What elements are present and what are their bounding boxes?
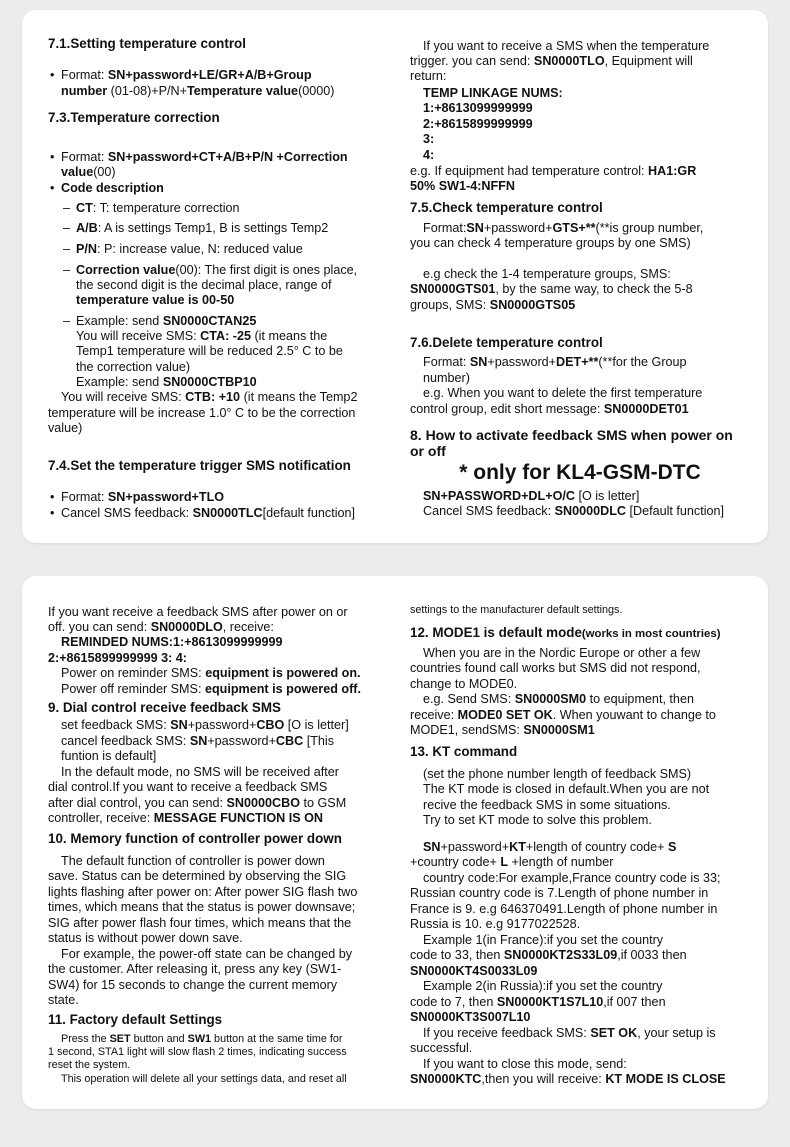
section-7-3-heading: 7.3.Temperature correction bbox=[48, 110, 220, 125]
mode-text-2: change to MODE0. bbox=[410, 677, 518, 691]
temp-linkage-nums: TEMP LINKAGE NUMS: bbox=[423, 86, 563, 100]
mode-eg-1: e.g. Send SMS: SN0000SM0 to equipment, then bbox=[423, 692, 694, 706]
country-code-0: country code:For example,France country code is 33; bbox=[423, 871, 721, 885]
dial-desc-2: dial control.If you want to receive a feedback SMS bbox=[48, 780, 328, 794]
section-7-4-heading: 7.4.Set the temperature trigger SMS notification bbox=[48, 458, 351, 473]
section-9-heading: 9. Dial control receive feedback SMS bbox=[48, 700, 281, 715]
format-7-3: • Format: SN+password+CT+A/B+P/N +Correction bbox=[50, 150, 348, 164]
country-code-3: Russia is 10. e.g 9177022528. bbox=[410, 917, 581, 931]
kt-example-1-3: SN0000KT4S0033L09 bbox=[410, 964, 538, 978]
memory-text-7: the customer. After releasing it, press any key (SW1- bbox=[48, 962, 342, 976]
dial-desc-1: In the default mode, no SMS will be received after bbox=[61, 765, 339, 779]
section-13-heading: 13. KT command bbox=[410, 744, 518, 759]
page-card-2 bbox=[22, 576, 768, 1109]
kt-example-2-3: SN0000KT3S007L10 bbox=[410, 1010, 531, 1024]
linkage-num-1: 1:+8613099999999 bbox=[423, 101, 533, 115]
mode-text-0: When you are in the Nordic Europe or other a few bbox=[423, 646, 701, 660]
dash-icon: – bbox=[63, 242, 71, 256]
tlo-intro-3: return: bbox=[410, 69, 447, 83]
code-ct: – CT: T: temperature correction bbox=[63, 201, 240, 215]
set-feedback-sms: set feedback SMS: SN+password+CBO [O is letter] bbox=[61, 718, 349, 732]
dash-icon: – bbox=[63, 221, 71, 235]
code-pn: – P/N: P: increase value, N: reduced value bbox=[63, 242, 303, 256]
dial-desc-3: after dial control, you can send: SN0000CBO to GSM bbox=[48, 796, 347, 810]
bullet-icon: • bbox=[50, 68, 55, 82]
format-7-6: Format: SN+password+DET+**(**for the Group bbox=[423, 355, 687, 369]
dlo-intro-1: If you want receive a feedback SMS after power on or bbox=[48, 605, 348, 619]
tlo-intro-2: trigger. you can send: SN0000TLO, Equipment will bbox=[410, 54, 693, 68]
tlo-intro-1: If you want to receive a SMS when the temperature bbox=[423, 39, 710, 53]
format-7-1-cont: number (01-08)+P/N+Temperature value(0000) bbox=[61, 84, 335, 98]
only-for-model: * only for KL4-GSM-DTC bbox=[459, 461, 701, 484]
format-7-5-cont: you can check 4 temperature groups by one SMS) bbox=[410, 236, 691, 250]
kt-example-1-1: Example 1(in France):if you set the country bbox=[423, 933, 664, 947]
example-1-sms: You will receive SMS: CTA: -25 (it means the bbox=[76, 329, 328, 343]
section-8-heading: 8. How to activate feedback SMS when power on or off bbox=[410, 427, 733, 459]
memory-text-6: For example, the power-off state can be changed by bbox=[61, 947, 352, 961]
format-7-6-cont: number) bbox=[423, 371, 470, 385]
country-code-1: Russian country code is 7.Length of phone number in bbox=[410, 886, 709, 900]
code-correction-line2: the second digit is the decimal place, range of bbox=[76, 278, 332, 292]
section-11-heading: 11. Factory default Settings bbox=[48, 1012, 223, 1027]
example-1: – Example: send SN0000CTAN25 bbox=[63, 314, 257, 328]
mode-text-1: countries found call works but SMS did not respond, bbox=[410, 661, 701, 675]
cancel-7-4: • Cancel SMS feedback: SN0000TLC[default function] bbox=[50, 506, 356, 520]
memory-text-5: status is without power down save. bbox=[48, 931, 243, 945]
eg-temp-control-2: 50% SW1-4:NFFN bbox=[410, 179, 515, 193]
bullet-icon: • bbox=[50, 181, 55, 195]
example-1-line3: Temp1 temperature will be reduced 2.5° C to be bbox=[76, 344, 343, 358]
format-7-1: • Format: SN+password+LE/GR+A/B+Group bbox=[50, 68, 312, 82]
section-7-6-heading: 7.6.Delete temperature control bbox=[410, 335, 603, 350]
kt-text-1: The KT mode is closed in default.When you are not bbox=[423, 782, 710, 796]
reminded-nums-1: REMINDED NUMS:1:+8613099999999 bbox=[61, 635, 283, 649]
mode-eg-2: receive: MODE0 SET OK. When youwant to change to bbox=[410, 708, 716, 722]
bullet-icon: • bbox=[50, 490, 55, 504]
kt-text-0: (set the phone number length of feedback SMS) bbox=[423, 767, 692, 781]
memory-text-3: times, which means that the status is power downsave; bbox=[48, 900, 356, 914]
factory-text-4: This operation will delete all your settings data, and reset all bbox=[61, 1073, 347, 1085]
factory-text-3: reset the system. bbox=[48, 1059, 131, 1071]
dash-icon: – bbox=[63, 201, 71, 215]
cancel-feedback-cont: funtion is default] bbox=[61, 749, 157, 763]
eg-7-5-1: e.g check the 1-4 temperature groups, SMS: bbox=[423, 267, 671, 281]
memory-text-9: state. bbox=[48, 993, 79, 1007]
code-ab: – A/B: A is settings Temp1, B is settings Temp2 bbox=[63, 221, 329, 235]
kt-set-ok-2: successful. bbox=[410, 1041, 473, 1055]
kt-text-2: recive the feedback SMS in some situations. bbox=[423, 798, 671, 812]
kt-example-1-2: code to 33, then SN0000KT2S33L09,if 0033 then bbox=[410, 948, 687, 962]
kt-close-1: If you want to close this mode, send: bbox=[423, 1057, 627, 1071]
section-10-heading: 10. Memory function of controller power down bbox=[48, 831, 342, 846]
linkage-num-2: 2:+8615899999999 bbox=[423, 117, 533, 131]
eg-7-6-1: e.g. When you want to delete the first temperature bbox=[423, 386, 703, 400]
example-1-line4: the correction value) bbox=[76, 360, 191, 374]
format-7-5: Format:SN+password+GTS+**(**is group number, bbox=[423, 221, 704, 235]
mode-eg-3: MODE1, sendSMS: SN0000SM1 bbox=[410, 723, 595, 737]
example-2-line3: value) bbox=[48, 421, 83, 435]
dl-command: SN+PASSWORD+DL+O/C [O is letter] bbox=[423, 489, 640, 503]
section-12-heading: 12. MODE1 is default mode(works in most countries) bbox=[410, 625, 721, 640]
dl-cancel: Cancel SMS feedback: SN0000DLC [Default function] bbox=[423, 504, 725, 518]
example-2-line2: temperature will be increase 1.0° C to be the correction bbox=[48, 406, 356, 420]
country-code-2: France is 9. e.g 646370491.Length of phone number in bbox=[410, 902, 718, 916]
bullet-icon: • bbox=[50, 506, 55, 520]
dial-desc-4: controller, receive: MESSAGE FUNCTION IS ON bbox=[48, 811, 324, 825]
dash-icon: – bbox=[63, 314, 71, 328]
kt-text-3: Try to set KT mode to solve this problem. bbox=[423, 813, 652, 827]
factory-text-1: Press the SET button and SW1 button at the same time for bbox=[61, 1033, 343, 1045]
section-7-1-heading: 7.1.Setting temperature control bbox=[48, 36, 246, 51]
memory-text-2: lights flashing after power on: After power SIG flash two bbox=[48, 885, 358, 899]
memory-text-4: SIG after power flash four times, which means that the bbox=[48, 916, 352, 930]
power-on-reminder: Power on reminder SMS: equipment is powered on. bbox=[61, 666, 361, 680]
format-7-3-cont: value(00) bbox=[61, 165, 116, 179]
eg-7-6-2: control group, edit short message: SN0000DET01 bbox=[410, 402, 689, 416]
example-2-sms: You will receive SMS: CTB: +10 (it means the Temp2 bbox=[61, 390, 358, 404]
code-correction-line3: temperature value is 00-50 bbox=[76, 293, 235, 307]
code-correction-value: – Correction value(00): The first digit is ones place, bbox=[63, 263, 358, 277]
bullet-icon: • bbox=[50, 150, 55, 164]
kt-example-2-2: code to 7, then SN0000KT1S7L10,if 007 then bbox=[410, 995, 666, 1009]
linkage-num-4: 4: bbox=[423, 148, 435, 162]
eg-7-5-3: groups, SMS: SN0000GTS05 bbox=[410, 298, 576, 312]
memory-text-1: save. Status can be determined by observing the SIG bbox=[48, 869, 347, 883]
kt-set-ok: If you receive feedback SMS: SET OK, your setup is bbox=[423, 1026, 716, 1040]
format-7-4: • Format: SN+password+TLO bbox=[50, 490, 225, 504]
section-7-5-heading: 7.5.Check temperature control bbox=[410, 200, 603, 215]
eg-7-5-2: SN0000GTS01, by the same way, to check the 5-8 bbox=[410, 282, 693, 296]
kt-example-2-1: Example 2(in Russia):if you set the country bbox=[423, 979, 663, 993]
kt-close-2: SN0000KTC,then you will receive: KT MODE IS CLOSE bbox=[410, 1072, 726, 1086]
memory-text-8: SW4) for 15 seconds to change the current memory bbox=[48, 978, 338, 992]
power-off-reminder: Power off reminder SMS: equipment is powered off. bbox=[61, 682, 361, 696]
factory-text-2: 1 second, STA1 light will slow flash 2 times, indicating success bbox=[48, 1046, 347, 1058]
example-2: Example: send SN0000CTBP10 bbox=[76, 375, 257, 389]
kt-format-1: SN+password+KT+length of country code+ S bbox=[423, 840, 677, 854]
factory-text-5: settings to the manufacturer default settings. bbox=[410, 604, 623, 616]
dlo-intro-2: off. you can send: SN0000DLO, receive: bbox=[48, 620, 274, 634]
kt-format-2: +country code+ L +length of number bbox=[410, 855, 614, 869]
code-description: • Code description bbox=[50, 181, 164, 195]
cancel-feedback-sms: cancel feedback SMS: SN+password+CBC [This bbox=[61, 734, 335, 748]
page-card-1 bbox=[22, 10, 768, 543]
dash-icon: – bbox=[63, 263, 71, 277]
memory-text-0: The default function of controller is power down bbox=[61, 854, 325, 868]
linkage-num-3: 3: bbox=[423, 132, 435, 146]
eg-temp-control: e.g. If equipment had temperature control: HA1:GR bbox=[410, 164, 697, 178]
reminded-nums-2: 2:+8615899999999 3: 4: bbox=[48, 651, 187, 665]
